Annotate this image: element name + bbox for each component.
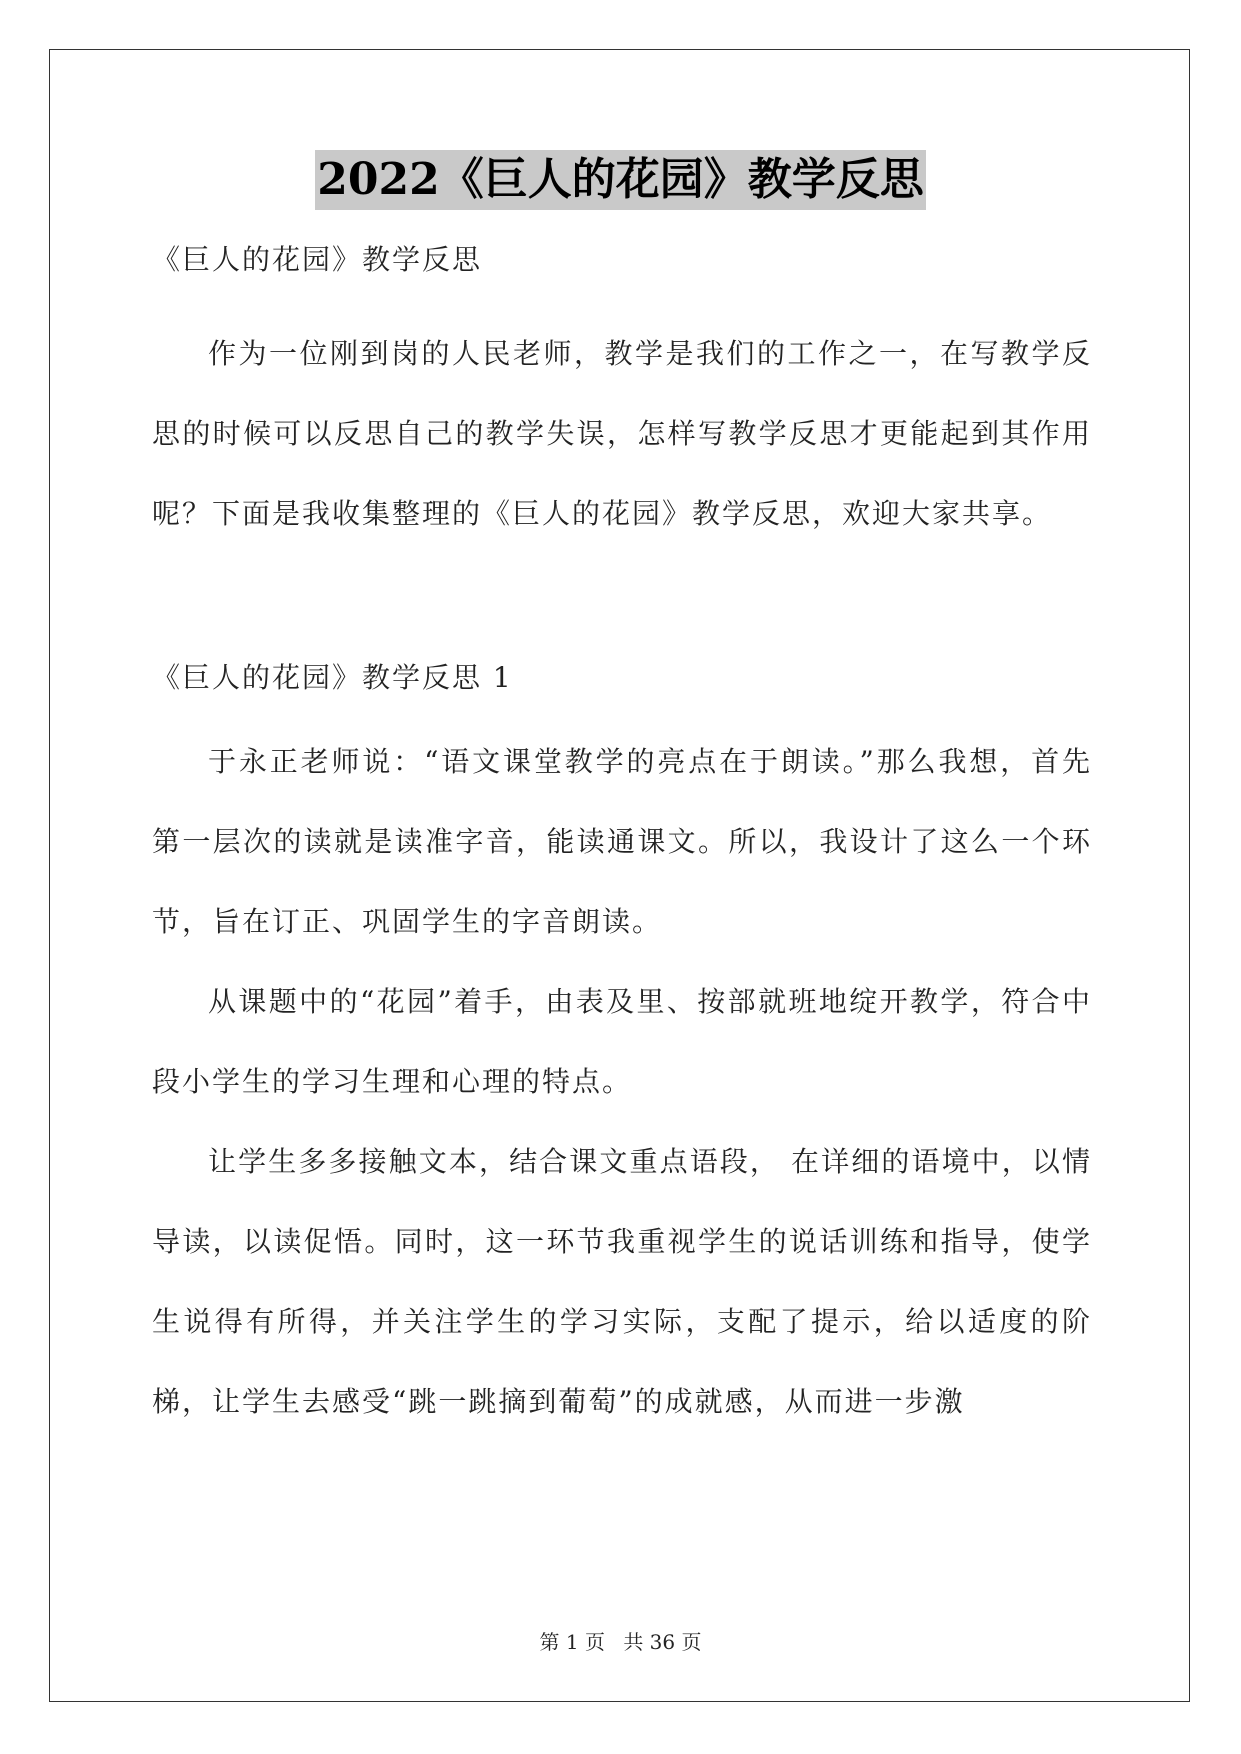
page-total: 共 36 页 [623,1630,702,1654]
intro-paragraph: 作为一位刚到岗的人民老师，教学是我们的工作之一，在写教学反思的时候可以反思自己的教学失误，怎样写教学反思才更能起到其作用呢？下面是我收集整理的《巨人的花园》教学反思，欢迎大家共享。 [152,337,1092,530]
page-number: 第 1 页 [539,1630,605,1654]
document-title: 2022《巨人的花园》教学反思 [315,150,925,210]
document-title-container [0,150,1241,210]
document-body [152,240,1092,1442]
page-footer [0,1626,1241,1655]
body-paragraph: 从课题中的“花园”着手，由表及里、按部就班地绽开教学，符合中段小学生的学习生理和心理的特点。 [152,985,1092,1098]
body-paragraph: 于永正老师说：“语文课堂教学的亮点在于朗读。”那么我想，首先第一层次的读就是读准字音，能读通课文。所以，我设计了这么一个环节，旨在订正、巩固学生的字音朗读。 [152,745,1092,938]
body-paragraph: 让学生多多接触文本，结合课文重点语段， 在详细的语境中，以情导读，以读促悟。同时，这一环节我重视学生的说话训练和指导，使学生说得有所得，并关注学生的学习实际，支配了提示，给以适度的阶梯，让学生去感受“跳一跳摘到葡萄”的成就感，从而进一步激 [152,1145,1092,1418]
document-subtitle: 《巨人的花园》教学反思 [152,243,483,276]
section-heading: 《巨人的花园》教学反思 1 [152,661,513,694]
